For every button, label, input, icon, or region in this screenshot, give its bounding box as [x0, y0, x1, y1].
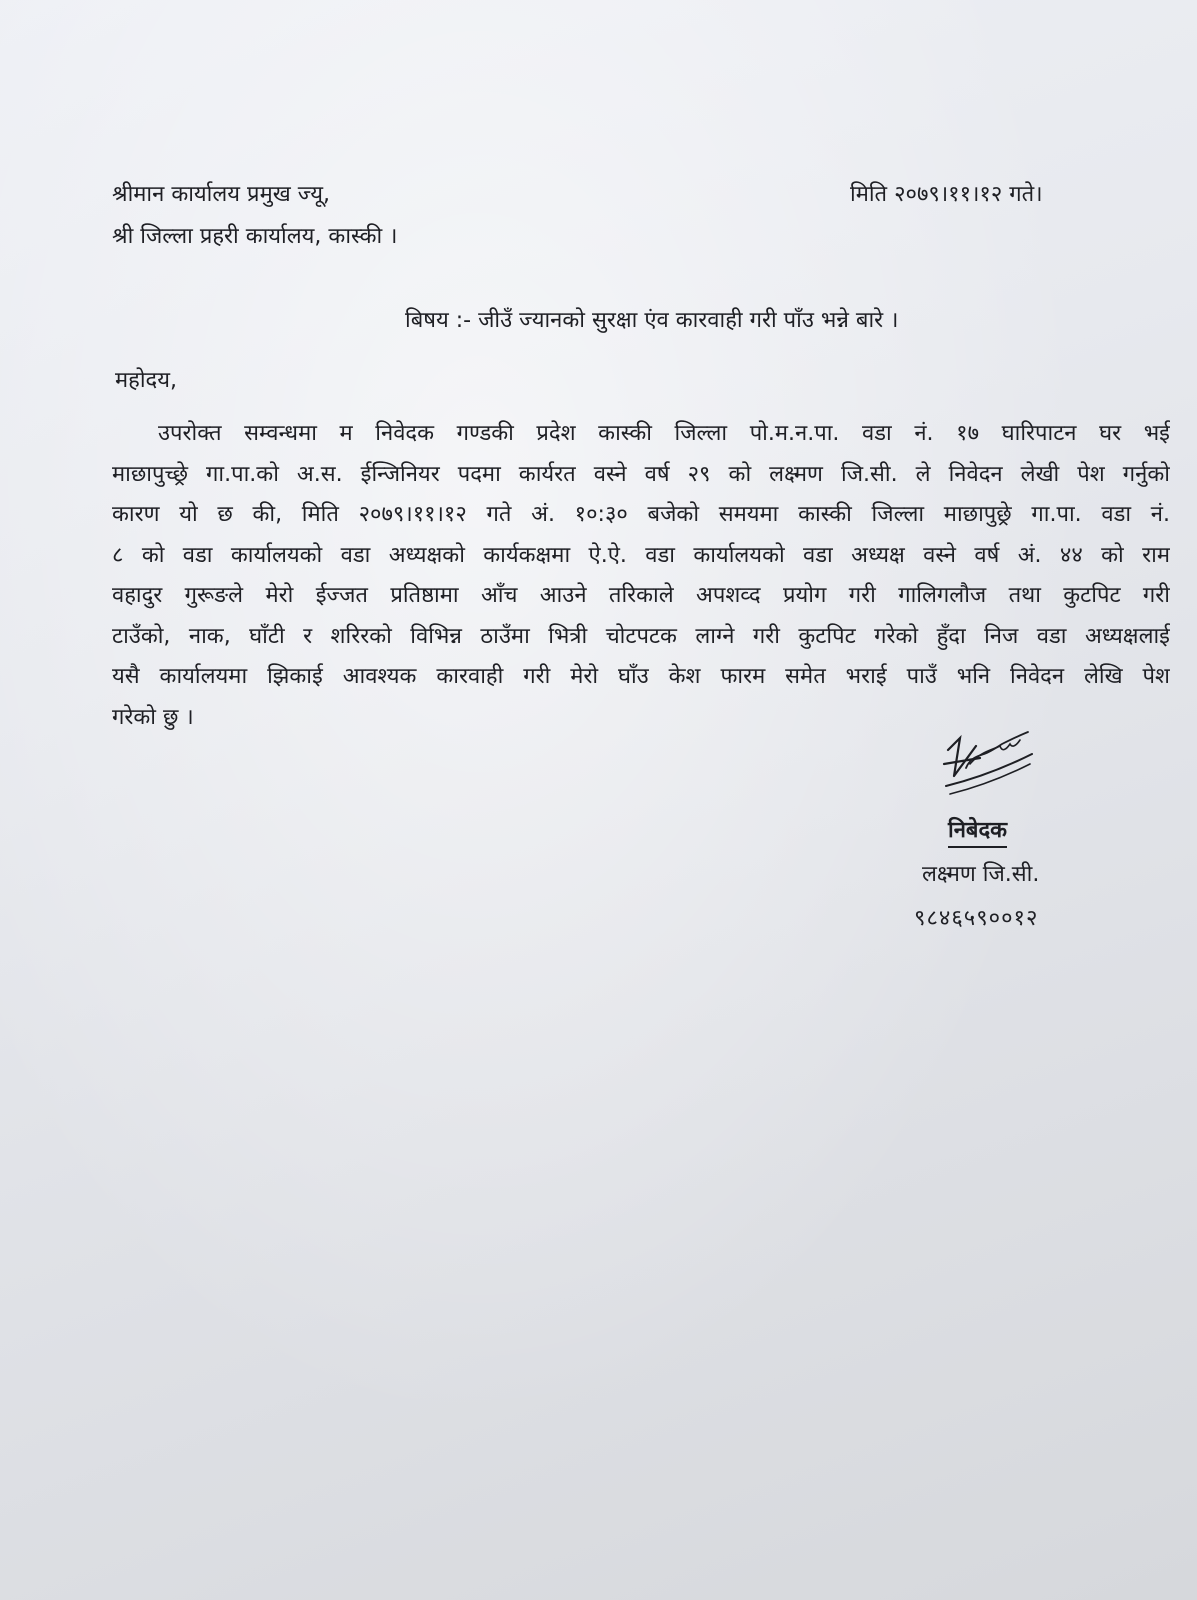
applicant-label: निबेदक [948, 814, 1007, 848]
body-line: यसै कार्यालयमा झिकाई आवश्यक कारवाही गरी मेरो घाँउ केश फारम समेत भराई पाउँ भनि निवेदन लेखि पेश [112, 664, 1170, 689]
recipient-line-2: श्री जिल्ला प्रहरी कार्यालय, कास्की । [112, 224, 398, 249]
applicant-phone: ९८४६५९००१२ [914, 906, 1039, 931]
handwritten-signature [940, 728, 1035, 808]
letter-subject: बिषय :- जीउँ ज्यानको सुरक्षा एंव कारवाही गरी पाँउ भन्ने बारे । [405, 308, 899, 333]
letter-date: मिति २०७९।११।१२ गते। [850, 182, 1043, 207]
body-line: गरेको छु । [112, 704, 194, 730]
recipient-line-1: श्रीमान कार्यालय प्रमुख ज्यू, [112, 182, 331, 207]
applicant-name: लक्ष्मण जि.सी. [922, 862, 1040, 887]
body-line: माछापुच्छ्रे गा.पा.को अ.स. ईन्जिनियर पदमा कार्यरत वस्ने वर्ष २९ को लक्ष्मण जि.सी. ले निवेदन लेखी पेश गर्नुको [112, 461, 1170, 487]
body-line: टाउँको, नाक, घाँटी र शरिरको विभिन्न ठाउँमा भित्री चोटपटक लाग्ने गरी कुटपिट गरेको हुँदा निज वडा अध्यक्षलाई [112, 623, 1170, 649]
body-line: वहादुर गुरूङले मेरो ईज्जत प्रतिष्ठामा आँच आउने तरिकाले अपशव्द प्रयोग गरी गालिगलौज तथा कुटपिट गरी [112, 583, 1170, 608]
body-line: उपरोक्त सम्वन्धमा म निवेदक गण्डकी प्रदेश कास्की जिल्ला पो.म.न.पा. वडा नं. १७ घारिपाटन घर भई [158, 421, 1170, 446]
body-line: कारण यो छ की, मिति २०७९।११।१२ गते अं. १०:३० बजेको समयमा कास्की जिल्ला माछापुछ्रे गा.पा. वडा नं. [112, 502, 1170, 527]
salutation: महोदय, [115, 368, 177, 393]
body-line: ८ को वडा कार्यालयको वडा अध्यक्षको कार्यकक्षमा ऐ.ऐ. वडा कार्यालयको वडा अध्यक्ष वस्ने वर्ष अं. ४४ को राम [112, 542, 1170, 568]
letter-body [112, 414, 1170, 738]
